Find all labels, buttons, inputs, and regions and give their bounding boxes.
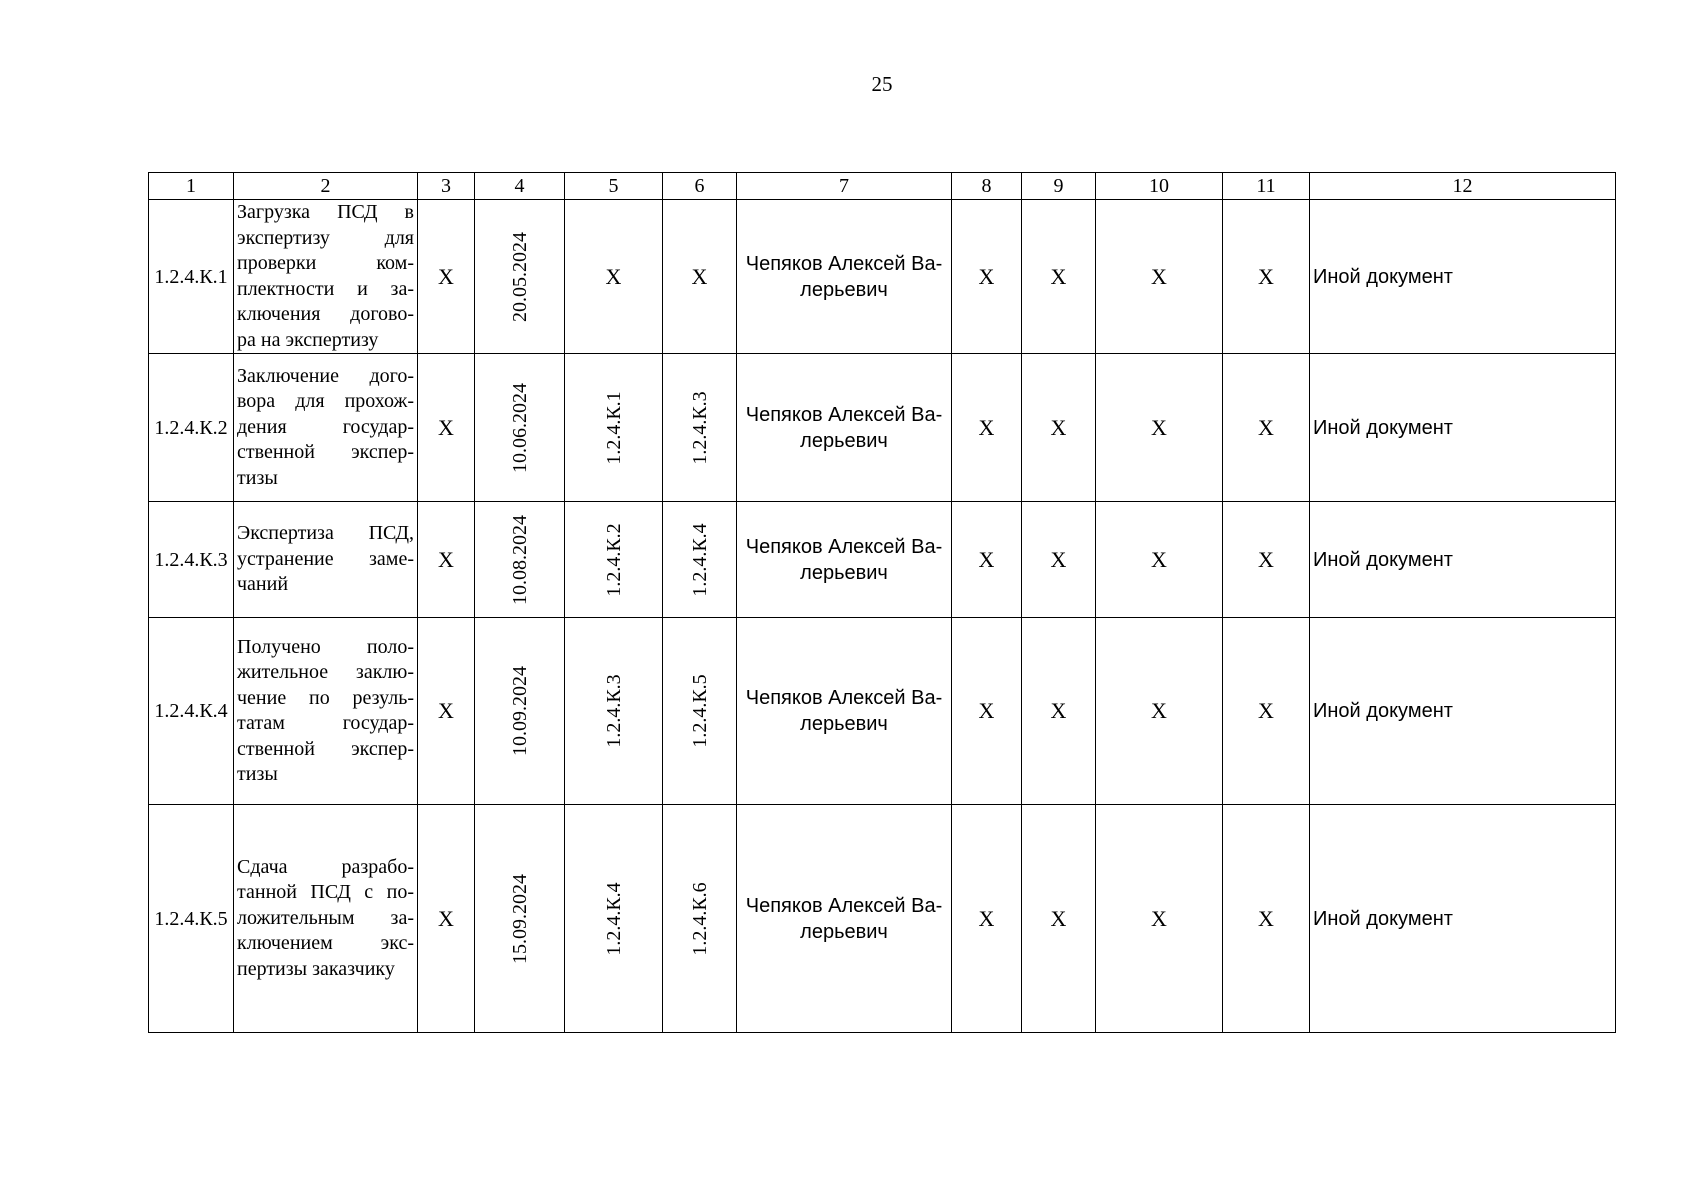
header-cell: 12 — [1310, 173, 1616, 200]
row-code-cell: 1.2.4.К.4 — [149, 618, 234, 805]
successor-cell — [663, 354, 737, 502]
successor-cell-text: 1.2.4.К.3 — [688, 390, 711, 465]
name-line: тизы — [237, 763, 278, 785]
name-line: дения государ- — [237, 415, 414, 438]
header-cell: 7 — [737, 173, 952, 200]
date-cell-text: 10.09.2024 — [508, 666, 531, 756]
header-cell: 10 — [1096, 173, 1223, 200]
predecessor-cell-text: 1.2.4.К.3 — [602, 674, 625, 748]
col9-cell: Х — [1022, 200, 1096, 354]
col3-cell: Х — [418, 618, 475, 805]
predecessor-cell: Х — [565, 200, 663, 354]
name-line: ственной экспер- — [237, 441, 414, 464]
name-line: экспертизу для — [237, 226, 414, 249]
table-row — [149, 502, 1616, 618]
name-line: Получено поло- — [237, 635, 414, 658]
responsible-line: лерьевич — [800, 561, 888, 584]
predecessor-cell-text: 1.2.4.К.2 — [602, 522, 625, 597]
name-line: ственной экспер- — [237, 737, 414, 760]
name-line: проверки ком- — [237, 252, 414, 274]
date-cell-text: 15.09.2024 — [508, 873, 531, 964]
predecessor-cell-text: 1.2.4.К.4 — [602, 881, 625, 956]
table-row — [149, 805, 1616, 1033]
col8-cell: Х — [952, 200, 1022, 354]
page-number: 25 — [871, 72, 893, 96]
col9-cell: Х — [1022, 354, 1096, 502]
row-name-cell — [234, 805, 418, 1033]
name-line: ра на экспертизу — [237, 328, 379, 351]
date-cell-text: 10.06.2024 — [508, 382, 531, 473]
header-cell: 6 — [663, 173, 737, 200]
name-line: ложительным за- — [237, 906, 414, 929]
successor-cell — [663, 805, 737, 1033]
date-cell — [475, 354, 565, 502]
col9-cell: Х — [1022, 502, 1096, 618]
name-line: танной ПСД с по- — [237, 881, 414, 904]
header-cell: 8 — [952, 173, 1022, 200]
col10-cell: Х — [1096, 502, 1223, 618]
row-name-cell — [234, 502, 418, 618]
name-line: жительное заклю- — [237, 661, 414, 683]
document-type-cell: Иной документ — [1310, 618, 1616, 805]
successor-cell: Х — [663, 200, 737, 354]
col9-cell: Х — [1022, 618, 1096, 805]
date-cell — [475, 618, 565, 805]
successor-cell-text: 1.2.4.К.5 — [688, 674, 711, 748]
responsible-cell — [737, 805, 952, 1033]
col10-cell: Х — [1096, 805, 1223, 1033]
header-cell: 5 — [565, 173, 663, 200]
row-code-cell: 1.2.4.К.5 — [149, 805, 234, 1033]
row-name-cell — [234, 200, 418, 354]
row-name-cell — [234, 618, 418, 805]
responsible-cell — [737, 200, 952, 354]
header-cell: 3 — [418, 173, 475, 200]
responsible-line: лерьевич — [800, 920, 888, 943]
col9-cell: Х — [1022, 805, 1096, 1033]
col11-cell: Х — [1223, 502, 1310, 618]
col10-cell: Х — [1096, 354, 1223, 502]
predecessor-cell-text: 1.2.4.К.1 — [602, 390, 625, 465]
header-cell: 4 — [475, 173, 565, 200]
col11-cell: Х — [1223, 200, 1310, 354]
name-line: ключения догово- — [237, 303, 414, 325]
row-code-cell: 1.2.4.К.2 — [149, 354, 234, 502]
col3-cell: Х — [418, 805, 475, 1033]
name-line: чаний — [237, 573, 289, 596]
col3-cell: Х — [418, 502, 475, 618]
successor-cell-text: 1.2.4.К.6 — [688, 881, 711, 956]
header-row — [149, 173, 1616, 200]
responsible-line: Чепяков Алексей Ва- — [745, 687, 943, 709]
name-line: плектности и за- — [237, 277, 414, 300]
date-cell — [475, 502, 565, 618]
name-line: ключением экс- — [237, 932, 414, 955]
row-name-cell — [234, 354, 418, 502]
responsible-cell — [737, 618, 952, 805]
col11-cell: Х — [1223, 618, 1310, 805]
header-cell: 11 — [1223, 173, 1310, 200]
predecessor-cell — [565, 354, 663, 502]
name-line: тизы — [237, 466, 278, 489]
name-line: Заключение дого- — [237, 364, 414, 387]
col11-cell: Х — [1223, 354, 1310, 502]
document-type-cell: Иной документ — [1310, 200, 1616, 354]
responsible-line: Чепяков Алексей Ва- — [745, 403, 943, 426]
date-cell-text: 20.05.2024 — [508, 231, 531, 322]
col8-cell: Х — [952, 618, 1022, 805]
predecessor-cell — [565, 805, 663, 1033]
date-cell — [475, 200, 565, 354]
col10-cell: Х — [1096, 618, 1223, 805]
name-line: пертизы заказчику — [237, 957, 395, 980]
responsible-line: лерьевич — [800, 429, 888, 452]
col10-cell: Х — [1096, 200, 1223, 354]
responsible-cell — [737, 502, 952, 618]
document-type-cell: Иной документ — [1310, 502, 1616, 618]
successor-cell — [663, 618, 737, 805]
schedule-table — [148, 172, 1616, 1033]
name-line: Загрузка ПСД в — [237, 201, 414, 223]
col3-cell: Х — [418, 354, 475, 502]
responsible-line: лерьевич — [800, 713, 888, 735]
col8-cell: Х — [952, 805, 1022, 1033]
responsible-line: лерьевич — [800, 278, 888, 301]
responsible-cell — [737, 354, 952, 502]
col8-cell: Х — [952, 502, 1022, 618]
header-cell: 9 — [1022, 173, 1096, 200]
header-cell: 2 — [234, 173, 418, 200]
name-line: устранение заме- — [237, 547, 414, 570]
row-code-cell: 1.2.4.К.1 — [149, 200, 234, 354]
name-line: татам государ- — [237, 712, 414, 734]
name-line: вора для прохож- — [237, 390, 414, 413]
document-type-cell: Иной документ — [1310, 805, 1616, 1033]
responsible-line: Чепяков Алексей Ва- — [745, 894, 943, 917]
col11-cell: Х — [1223, 805, 1310, 1033]
date-cell-text: 10.08.2024 — [508, 514, 531, 605]
name-line: Сдача разрабо- — [237, 855, 414, 878]
responsible-line: Чепяков Алексей Ва- — [745, 535, 943, 558]
name-line: Экспертиза ПСД, — [237, 522, 414, 545]
name-line: чение по резуль- — [237, 686, 414, 709]
col8-cell: Х — [952, 354, 1022, 502]
table-row — [149, 618, 1616, 805]
successor-cell-text: 1.2.4.К.4 — [688, 522, 711, 597]
successor-cell — [663, 502, 737, 618]
table-row — [149, 200, 1616, 354]
row-code-cell: 1.2.4.К.3 — [149, 502, 234, 618]
predecessor-cell — [565, 502, 663, 618]
document-type-cell: Иной документ — [1310, 354, 1616, 502]
date-cell — [475, 805, 565, 1033]
predecessor-cell — [565, 618, 663, 805]
responsible-line: Чепяков Алексей Ва- — [745, 252, 943, 275]
col3-cell: Х — [418, 200, 475, 354]
header-cell: 1 — [149, 173, 234, 200]
table-row — [149, 354, 1616, 502]
